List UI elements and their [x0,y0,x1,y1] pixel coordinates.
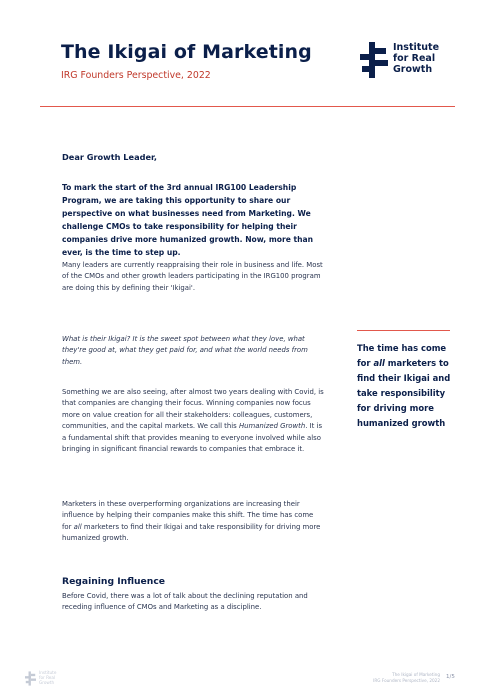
header-divider [40,106,455,107]
paragraph-3 [62,387,324,455]
footer-title-line-2: IRG Founders Perspective, 2022 [373,678,440,683]
document-subtitle: IRG Founders Perspective, 2022 [61,70,211,81]
paragraph-3-text-a: Something we are also seeing, after almost two years dealing with Covid, is that companies are changing their focus. Winning companies now focus more on value creation for all their stakeholders: colleagues, customers, communities, and the capital markets. We call this [62,388,324,431]
paragraph-4-text-a: Marketers in these overperforming organizations are increasing their influence by helping their companies make this shift. The time has come for [62,500,314,531]
footer-title [330,672,440,684]
pull-quote-text-b: marketers to find their Ikigai and take responsibility for driving more humanized growth [357,358,451,428]
pull-quote [357,341,457,431]
section-heading: Regaining Influence [62,576,165,587]
irg-logo-text: Institute for Real Growth [393,42,440,75]
irg-logo [360,42,455,82]
paragraph-4 [62,499,324,545]
paragraph-3-text-b: . It is a fundamental shift that provides meaning to everyone involved while also bringing in significant financial rewards to companies that embrace it. [62,422,323,454]
footer-logo-icon [25,671,36,686]
pull-quote-divider [357,330,450,331]
paragraph-4-emphasis: all [73,522,82,531]
footer-logo [25,670,75,692]
paragraph-1: Many leaders are currently reappraising their role in business and life. Most of the CMOs and other growth leaders participating in the IRG100 program are doing this by defining their 'Ikigai'. [62,261,323,292]
page-number: 1/5 [446,674,455,680]
paragraph-4-text-b: marketers to find their Ikigai and take responsibility for driving more humanized growth. [62,522,321,543]
paragraph-2: What is their Ikigai? It is the sweet spot between what they love, what they're good at, what they get paid for, and what the world needs from them. [62,335,308,366]
footer-title-line-1: The Ikigai of Marketing [392,672,440,677]
letter-greeting: Dear Growth Leader, [62,152,157,162]
paragraph-5: Before Covid, there was a lot of talk about the declining reputation and receding influence of CMOs and Marketing as a discipline. [62,592,308,612]
pull-quote-emphasis: all [373,358,385,368]
letter-intro: To mark the start of the 3rd annual IRG100 Leadership Program, we are taking this opportunity to share our perspective on what businesses need from Marketing. We challenge CMOs to take responsibility for helping their companies drive more humanized growth. Now, more than ever, is the time to step up. [62,183,314,258]
paragraph-3-emphasis: Humanized Growth [238,422,306,431]
irg-logo-icon [360,42,388,78]
footer-logo-text: Institute for Real Growth [39,670,57,685]
document-title: The Ikigai of Marketing [61,41,312,63]
pull-quote-text-a: The time has come for [357,343,447,368]
